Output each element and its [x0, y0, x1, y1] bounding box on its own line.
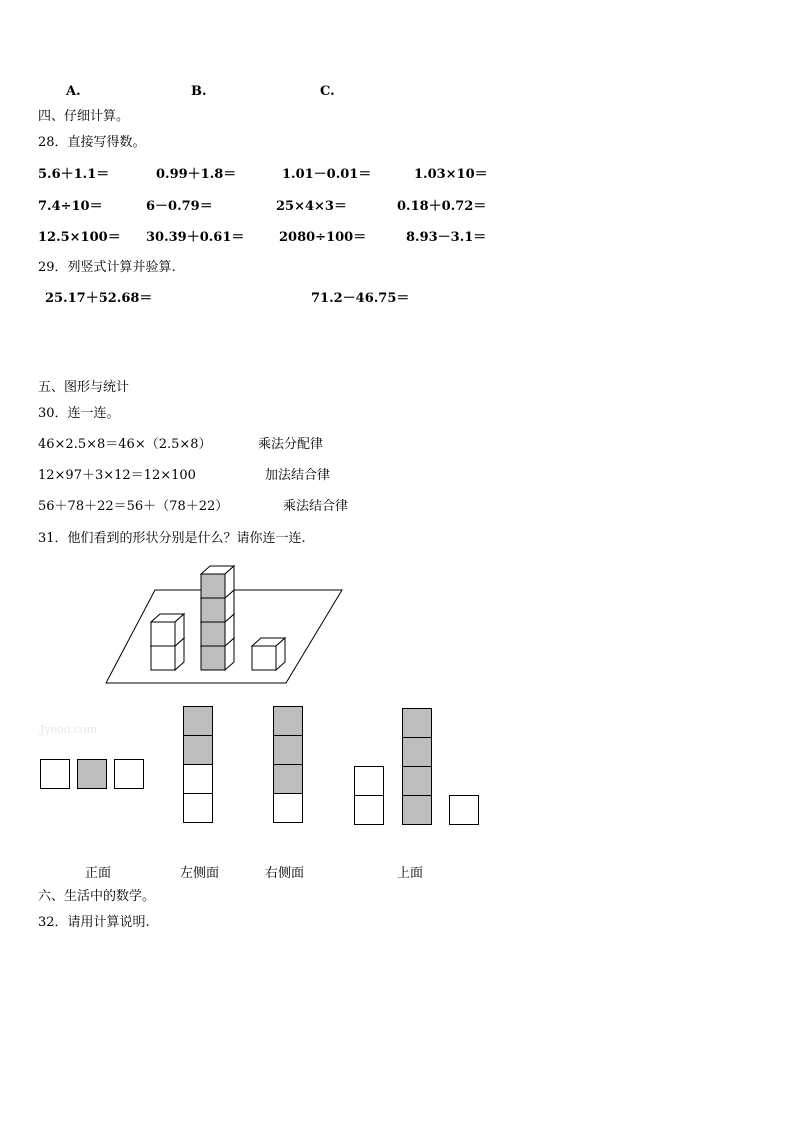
question-31-title: 31．他们看到的形状分别是什么？请你连一连.	[38, 531, 306, 546]
view-square	[114, 759, 144, 789]
calc-item: 30.39＋0.61＝	[146, 230, 245, 245]
cube-stack-left	[151, 614, 184, 670]
calc-item: 7.4÷10＝	[38, 199, 103, 214]
option-c-label: C.	[320, 84, 335, 99]
view-square-shaded	[402, 737, 432, 767]
view-square-shaded	[402, 795, 432, 825]
view-label-front: 正面	[85, 866, 112, 881]
law-right: 乘法分配律	[258, 437, 324, 452]
calc-item: 2080÷100＝	[279, 230, 367, 245]
calc-item: 0.18＋0.72＝	[397, 199, 487, 214]
view-square	[354, 795, 384, 825]
option-b-label: B.	[191, 84, 207, 99]
cube-stack-middle	[201, 566, 234, 670]
calc-item: 25×4×3＝	[276, 199, 347, 214]
section-5-title: 五、图形与统计	[38, 380, 130, 395]
calc-item: 1.01－0.01＝	[282, 167, 372, 182]
calc-item: 12.5×100＝	[38, 230, 121, 245]
view-label-left: 左侧面	[180, 866, 220, 881]
section-6-title: 六、生活中的数学。	[38, 889, 156, 904]
view-square	[183, 793, 213, 823]
law-right: 加法结合律	[265, 468, 331, 483]
calc-item: 5.6＋1.1＝	[38, 167, 110, 182]
view-square-shaded	[273, 764, 303, 794]
vertical-calc-item: 71.2－46.75＝	[311, 291, 410, 306]
view-label-top: 上面	[397, 866, 424, 881]
calc-item: 0.99＋1.8＝	[156, 167, 237, 182]
option-a-label: A.	[66, 84, 81, 99]
view-square-shaded	[402, 708, 432, 738]
view-square	[354, 766, 384, 796]
calc-item: 8.93－3.1＝	[406, 230, 487, 245]
question-29-title: 29．列竖式计算并验算.	[38, 260, 176, 275]
question-30-title: 30．连一连。	[38, 406, 120, 421]
vertical-calc-item: 25.17＋52.68＝	[45, 291, 153, 306]
watermark: Jyeoo.com	[40, 723, 97, 736]
view-label-right: 右侧面	[265, 866, 305, 881]
law-right: 乘法结合律	[283, 499, 349, 514]
cube-single-right	[252, 638, 285, 670]
view-square-shaded	[77, 759, 107, 789]
equation-left: 46×2.5×8＝46×（2.5×8）	[38, 437, 212, 452]
view-square-shaded	[183, 706, 213, 736]
view-square-shaded	[273, 735, 303, 765]
view-square	[449, 795, 479, 825]
calc-item: 1.03×10＝	[414, 167, 488, 182]
view-square	[40, 759, 70, 789]
equation-left: 12×97＋3×12＝12×100	[38, 468, 196, 483]
view-square-shaded	[273, 706, 303, 736]
question-28-title: 28．直接写得数。	[38, 135, 146, 150]
view-square	[273, 793, 303, 823]
section-4-title: 四、仔细计算。	[38, 109, 130, 124]
question-32-title: 32．请用计算说明.	[38, 915, 150, 930]
calc-item: 6－0.79＝	[146, 199, 213, 214]
view-square-shaded	[402, 766, 432, 796]
equation-left: 56＋78＋22＝56＋（78＋22）	[38, 499, 229, 514]
view-square	[183, 764, 213, 794]
view-square-shaded	[183, 735, 213, 765]
